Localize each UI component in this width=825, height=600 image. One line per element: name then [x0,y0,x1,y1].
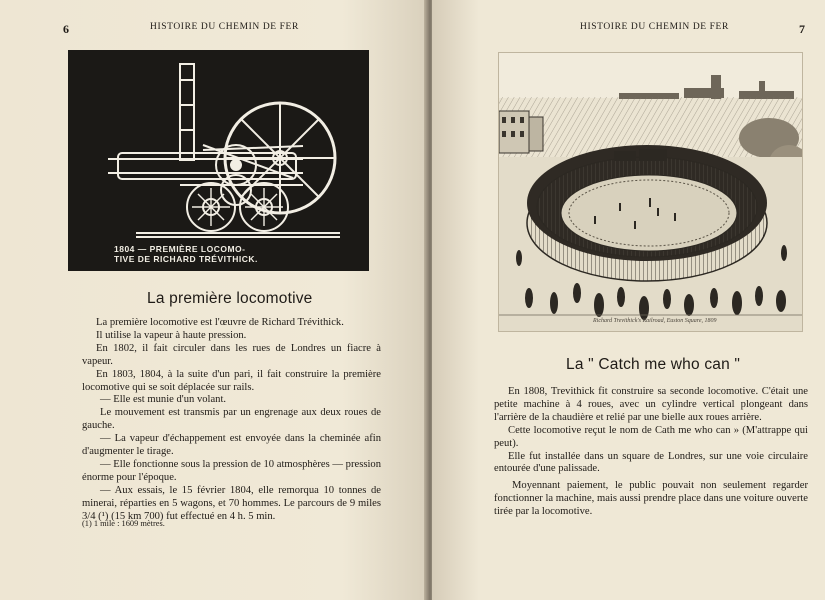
paragraph: La première locomotive est l'œuvre de Richard Trévithick. [96,317,344,328]
paragraph: En 1802, il fait circuler dans les rues de Londres un fiacre à vapeur. [82,342,381,367]
locomotive-drawing [68,50,369,271]
paragraph: Elle fut installée dans un square de Londres, sur une voie circulaire entourée d'une palissade. [494,450,808,475]
paragraph: — Elle est munie d'un volant. [100,394,227,406]
locomotive-illustration [68,50,369,271]
paragraph: — La vapeur d'échappement est envoyée dans la cheminée afin d'augmenter le tirage. [82,433,381,458]
section-heading: La première locomotive [147,290,313,307]
page-number: 6 [63,22,69,36]
paragraph: En 1808, Trevithick fit construire sa seconde locomotive. C'était une petite machine à 4 roues, avec un cylindre vertical plongeant dans l'arrière de la chaudière et relié par une bielle aux roues arrière. [494,386,808,423]
running-head: HISTOIRE DU CHEMIN DE FER [580,22,729,32]
paragraph: Le mouvement est transmis par un engrenage aux deux roues de gauche. [82,407,381,432]
paragraph: Moyennant paiement, le public pouvait non seulement regarder fonctionner la machine, mais aussi prendre place dans une voiture ouverte tirée par la locomotive. [494,480,808,518]
running-head: HISTOIRE DU CHEMIN DE FER [150,22,299,32]
section-heading: La " Catch me who can " [566,356,741,373]
right-page [432,0,825,600]
page-number: 7 [799,22,805,36]
caption-line-2: TIVE DE RICHARD TRÉVITHICK. [114,254,258,264]
caption-line-1: 1804 — PREMIÈRE LOCOMO- [114,244,246,254]
paragraph: — Aux essais, le 15 février 1804, elle remorqua 10 tonnes de minerai, réparties en 5 wagons, et 70 hommes. Le parcours de 9 miles 3/4 (¹) (15 km 700) fut effectué en 4 h. 5 min. [82,484,381,522]
paragraph: En 1803, 1804, à la suite d'un pari, il fait construire la première locomotive qui se soit déplacée sur rails. [82,368,381,393]
engraving-signature: Richard Trevithick's Railroad, Euston Square, 1809 [593,318,717,324]
body-text [494,386,808,519]
engraving-drawing [499,53,802,331]
paragraph: — Elle fonctionne sous la pression de 10 atmosphères — pression énorme pour l'époque. [82,458,381,483]
footnote: (1) 1 mile : 1609 mètres. [82,519,165,528]
body-text [82,317,381,524]
paragraph: Il utilise la vapeur à haute pression. [96,329,247,341]
catch-me-who-can-engraving [498,52,803,332]
illustration-caption [114,244,258,264]
paragraph: Cette locomotive reçut le nom de Cath me who can » (M'attrappe qui peut). [494,424,808,449]
